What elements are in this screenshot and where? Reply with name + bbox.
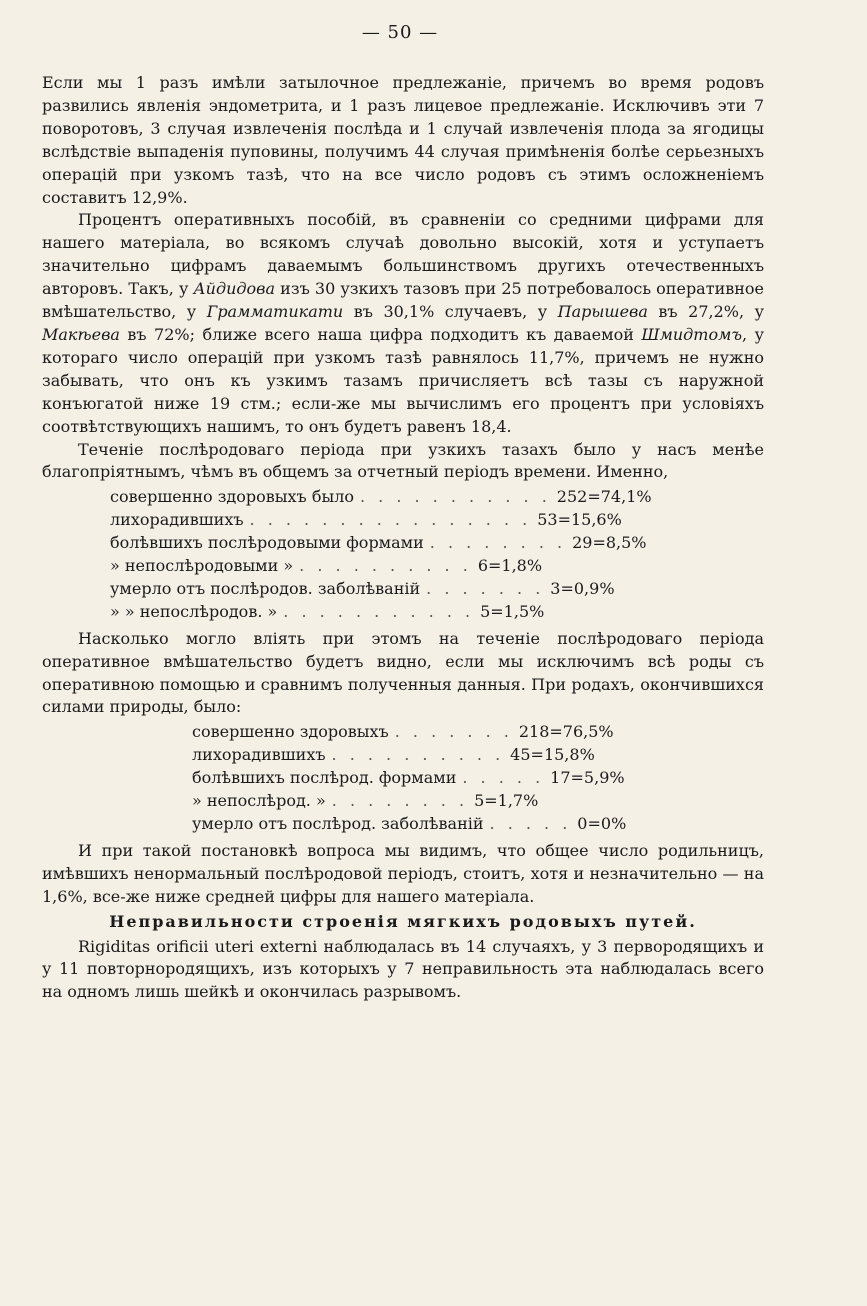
stat-row: лихорадившихъ . . . . . . . . . . 45=15,8% xyxy=(192,745,595,765)
author-name: Макѣева xyxy=(42,324,120,344)
author-name: Шмидтомъ xyxy=(641,324,743,344)
paragraph-4: Насколько могло вліять при этомъ на теченіе послѣродоваго періода оперативное вмѣшательство будетъ видно, если мы исключимъ всѣ роды съ оперативною помощью и сравнимъ полученныя данныя. При родахъ, окончившихся силами природы, было: xyxy=(42,628,764,717)
stat-row: » непослѣрод. » . . . . . . . . 5=1,7% xyxy=(192,791,539,811)
stat-row: » непослѣродовыми » . . . . . . . . . . 6=1,8% xyxy=(110,556,543,576)
paragraph-2: Процентъ оперативныхъ пособій, въ сравненіи со средними цифрами для нашего матеріала, во всякомъ случаѣ довольно высокій, хотя и уступаетъ значительно цифрамъ даваемымъ большинствомъ другихъ отечественныхъ авторовъ. Такъ, у Айдидова изъ 30 узкихъ тазовъ при 25 потребовалось оперативное вмѣшательство, у Грамматикати въ 30,1% случаевъ, у Парышева въ 27,2%, у Макѣева въ 72%; ближе всего наша цифра подходитъ къ даваемой Шмидтомъ, у котораго число операцій при узкомъ тазѣ равнялось 11,7%, причемъ не нужно забывать, что онъ къ узкимъ тазамъ причисляетъ всѣ тазы съ наружной конъюгатой ниже 19 стм.; если-же мы вычислимъ его процентъ при условіяхъ соотвѣтствующихъ нашимъ, то онъ будетъ равенъ 18,4. xyxy=(42,210,765,436)
stat-row: болѣвшихъ послѣрод. формами . . . . . 17=5,9% xyxy=(192,768,625,788)
stat-row: болѣвшихъ послѣродовыми формами . . . . . . . . 29=8,5% xyxy=(110,533,647,553)
stats-table-all xyxy=(42,486,764,623)
stats-table-natural xyxy=(42,721,764,836)
body-text xyxy=(42,72,764,1004)
paragraph-5: И при такой постановкѣ вопроса мы видимъ, что общее число родильницъ, имѣвшихъ ненормальный послѣродовой періодъ, стоитъ, хотя и незначительно — на 1,6%, все-же ниже средней цифры для нашего матеріала. xyxy=(42,840,764,906)
author-name: Грамматикати xyxy=(206,302,344,322)
paragraph-1: Если мы 1 разъ имѣли затылочное предлежаніе, причемъ во время родовъ развились явленія эндометрита, и 1 разъ лицевое предлежаніе. Исключивъ эти 7 поворотовъ, 3 случая извлеченія послѣда и 1 случай извлеченія плода за ягодицы вслѣдствіе выпаденія пуповины, получимъ 44 случая примѣненія болѣе серьезныхъ операцій при узкомъ тазѣ, что на все число родовъ съ этимъ осложненіемъ составитъ 12,9%. xyxy=(42,73,764,207)
author-name: Парышева xyxy=(557,302,648,322)
stat-row: лихорадившихъ . . . . . . . . . . . . . . . . 53=15,6% xyxy=(110,510,622,530)
page-number: — 50 — xyxy=(361,22,439,43)
section-heading: Неправильности строенія мягкихъ родовыхъ путей. xyxy=(109,911,697,931)
paragraph-3: Теченіе послѣродоваго періода при узкихъ тазахъ было у насъ менѣе благопріятнымъ, чѣмъ въ общемъ за отчетный періодъ времени. Именно, xyxy=(42,439,764,482)
paragraph-6: Rigiditas orificii uteri externi наблюдалась въ 14 случаяхъ, у 3 первородящихъ и у 11 повторнородящихъ, изъ которыхъ у 7 неправильность эта наблюдалась всего на одномъ лишь шейкѣ и окончилась разрывомъ. xyxy=(42,936,764,1002)
stat-row: совершенно здоровыхъ . . . . . . . 218=76,5% xyxy=(192,722,614,742)
stat-row: умерло отъ послѣрод. заболѣваній . . . . . 0=0% xyxy=(192,814,627,833)
author-name: Айдидова xyxy=(193,279,276,299)
stat-row: совершенно здоровыхъ было . . . . . . . . . . . 252=74,1% xyxy=(110,487,652,507)
stat-row: » » непослѣродов. » . . . . . . . . . . . 5=1,5% xyxy=(110,601,545,621)
stat-row: умерло отъ послѣродов. заболѣваній . . . . . . . 3=0,9% xyxy=(110,578,615,598)
